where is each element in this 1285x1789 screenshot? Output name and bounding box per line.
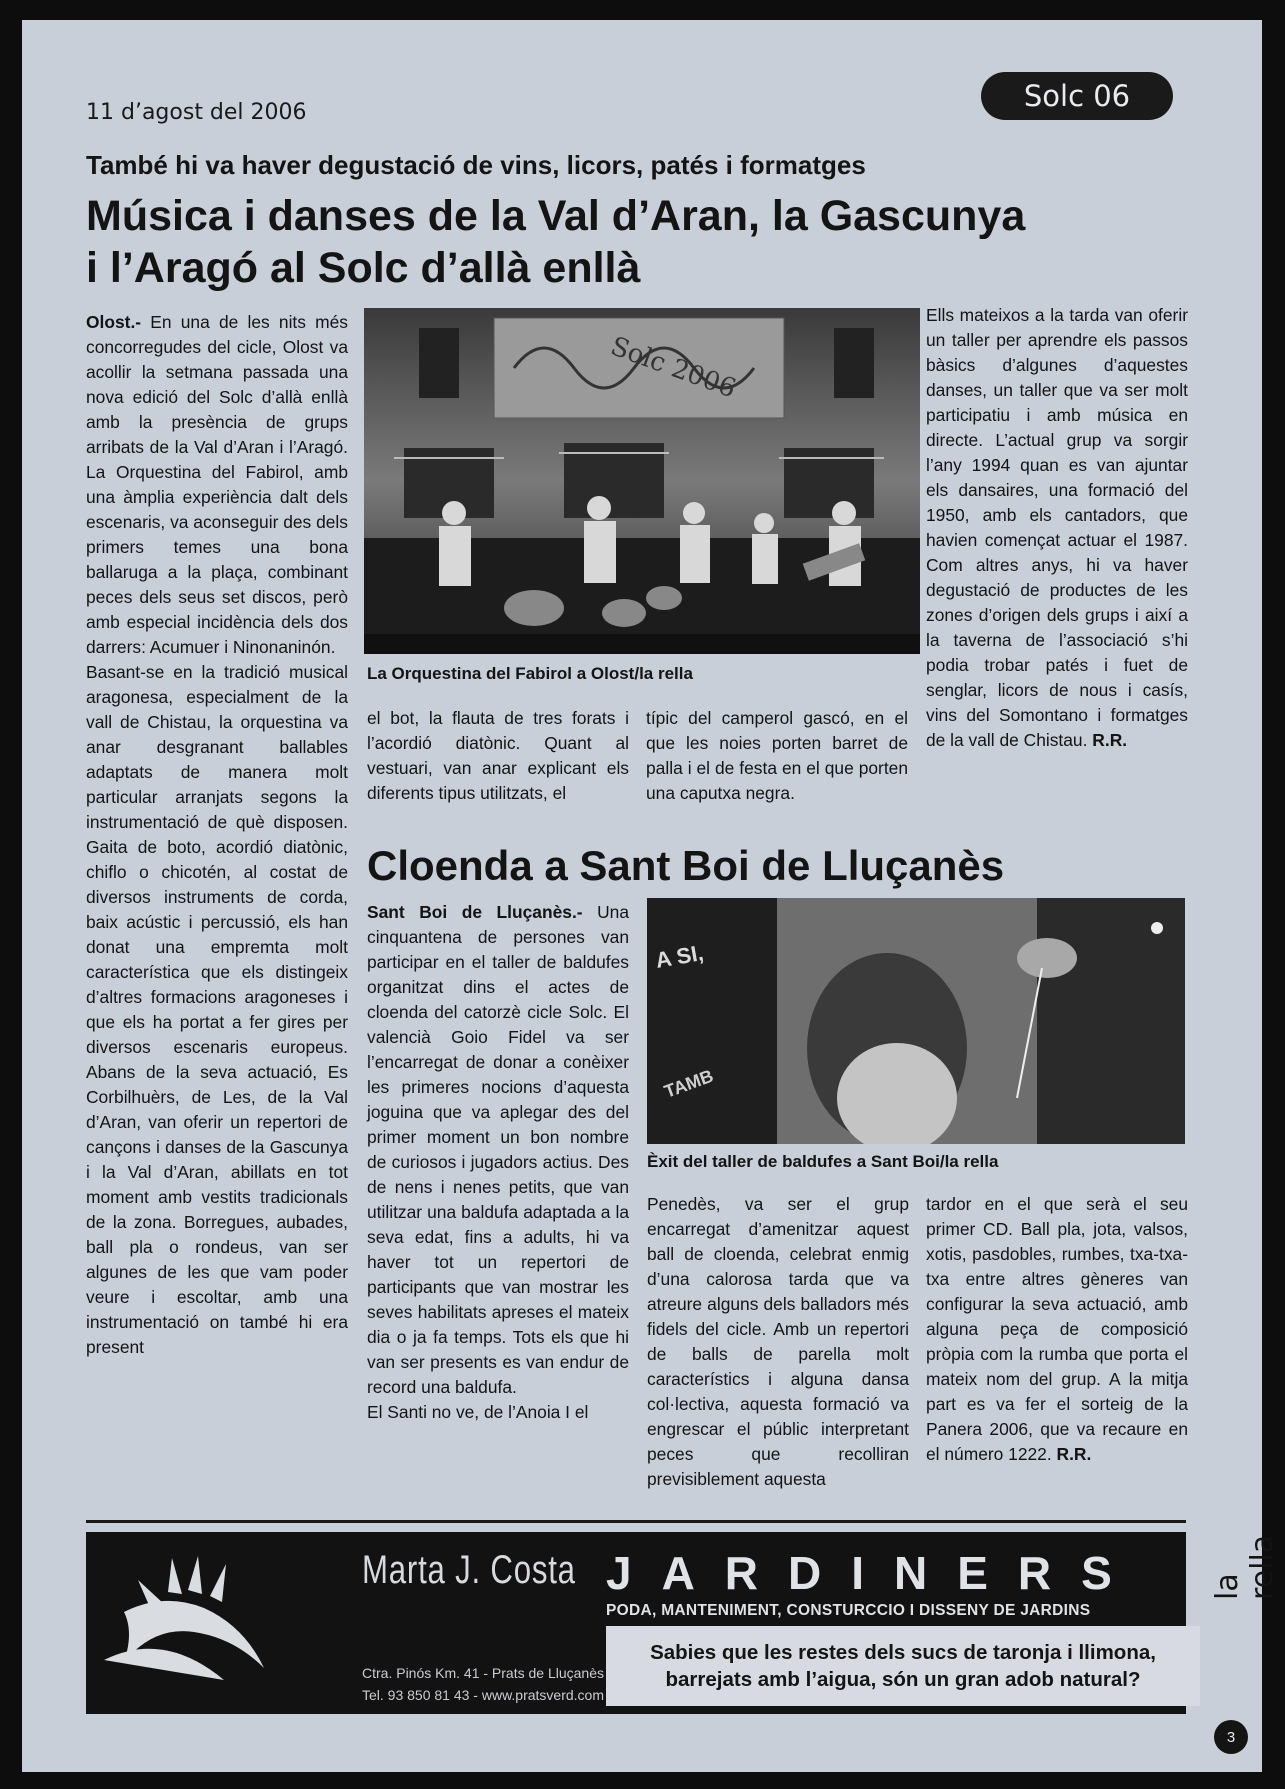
advertiser-services: PODA, MANTENIMENT, CONSTURCCIO I DISSENY DE JARDINS [606, 1602, 1091, 1619]
article2-col1b-text: El Santi no ve, de l’Anoia I el [367, 1402, 589, 1422]
article2-signature: R.R. [1056, 1444, 1092, 1464]
article2-column-2 [647, 1192, 909, 1492]
article2-photo [647, 898, 1185, 1144]
newspaper-page [22, 20, 1280, 1772]
article1-kicker: També hi va haver degustació de vins, licors, patés i formatges [86, 150, 866, 180]
advertiser-tip: Sabies que les restes dels sucs de taronja i llimona, barrejats amb l’aigua, són un gran adob natural? [606, 1626, 1200, 1706]
article1-column-3 [646, 706, 908, 806]
article1-caption-text: La Orquestina del Fabirol a Olost/ [367, 664, 640, 683]
article1-col1-text: En una de les nits més concorregudes del cicle, Olost va acollir la setmana passada una nova edició del Solc d’allà enllà amb la presència de grups arribats de la Val d’Aran i l’Aragó. La Orquestina del Fabirol, amb una àmplia experiència dalt dels escenaris, va aconseguir des dels primers temes una bona ballaruga a la plaça, combinant peces dels seus set discos, però amb especial incidència dels dos darrers: Acumuer i Ninonaninón. [86, 312, 349, 657]
article2-column-1 [367, 900, 629, 1425]
article2-caption-credit: la rella [944, 1152, 999, 1171]
page-number: 3 [1214, 1720, 1248, 1754]
article2-lead: Sant Boi de Lluçanès.- [367, 902, 583, 922]
advertiser-phone: Tel. 93 850 81 43 - www.pratsverd.com [362, 1687, 605, 1703]
article1-column-4 [926, 303, 1188, 753]
article1-col4-text: Ells mateixos a la tarda van oferir un taller per aprendre els passos bàsics d’algunes d’aquestes danses, un taller que va ser molt participatiu i amb música en directe. L’actual grup va sorgir l’any 1994 quan es van ajuntar els dansaires, una formació del 1950, amb els cantadors, que havien començat actuar el 1987. Com altres anys, hi va haver degustació de productes de les zones d’origen dels grups i així a la taverna de l’associació s’hi podia trobar patés i fuet de senglar, licors de nous i casís, vins del Somontano i formatges de la vall de Chistau. [926, 305, 1188, 750]
article1-caption [367, 664, 693, 684]
article2-column-3 [926, 1192, 1188, 1467]
article1-col1b-text: Basant-se en la tradició musical aragonesa, especialment de la vall de Chistau, la orquestina va anar desgranant ballables adaptats de manera molt particular arranjats segons la instrumentació de què disposen. Gaita de boto, acordió diatònic, chiflo o chicotén, al costat de diversos instruments de corda, baix acústic i percussió, els han donat una empremta molt característica que els distingeix d’altres formacions aragoneses i que els ha portat a fer gires per diversos escenaris europeus. Abans de la seva actuació, Es Corbilhuèrs, de Les, de la Val d’Aran, van oferir un repertori de cançons i danses de la Gascunya i la Val d’Aran, abillats en tot moment amb vestits tradicionals de la zona. Borregues, aubades, ball pla o rondeus, van ser algunes de les que vam poder veure i escoltar, amb una instrumentació on també hi era present [86, 662, 348, 1357]
article1-signature: R.R. [1092, 730, 1128, 750]
issue-date: 11 d’agost del 2006 [86, 100, 307, 125]
article1-column-2 [367, 706, 629, 806]
sun-logo-icon [94, 1550, 284, 1700]
workshop-photo-illustration [647, 898, 1185, 1144]
article1-col3-text: típic del camperol gascó, en el que les noies porten barret de palla i el de festa en el que porten una caputxa negra. [646, 708, 908, 803]
article2-caption-text: Èxit del taller de baldufes a Sant Boi/ [647, 1152, 945, 1171]
article1-caption-credit: la rella [639, 664, 693, 683]
photo-shirt-text-2: TAMB [661, 1065, 716, 1102]
article1-column-1 [86, 310, 348, 1360]
article1-lead: Olost.- [86, 312, 142, 332]
masthead-vertical: la rella [1210, 1534, 1280, 1600]
section-badge: Solc 06 [981, 72, 1173, 120]
article1-headline: Música i danses de la Val d’Aran, la Gascunya i l’Aragó al Solc d’allà enllà [86, 192, 1026, 292]
article1-photo [364, 308, 920, 654]
article2-col2-text: Penedès, va ser el grup encarregat d’amenitzar aquest ball de cloenda, celebrat enmig d’una calorosa tarda que va atreure alguns dels balladors més fidels del cicle. Amb un repertori de balls de parella molt característics i alguna dansa col·lectiva, aquesta formació va engrescar el públic interpretant peces que recolliran previsiblement aquesta [647, 1194, 909, 1489]
footer-rule [86, 1520, 1186, 1523]
article1-col2-text: el bot, la flauta de tres forats i l’acordió diatònic. Quant al vestuari, van anar explicant els diferents tipus utilitzats, el [367, 708, 629, 803]
article2-col3-text: tardor en el que serà el seu primer CD. Ball pla, jota, valsos, xotis, pasdobles, rumbes, txa-txa-txa entre altres gèneres van configurar la seva actuació, amb alguna peça de composició pròpia com la rumba que porta el mateix nom del grup. A la mitja part es va fer el sorteig de la Panera 2006, que va recaure en el número 1222. [926, 1194, 1188, 1464]
advertiser-brand: JARDINERS [606, 1547, 1142, 1599]
advertisement [86, 1532, 1186, 1714]
article2-headline: Cloenda a Sant Boi de Lluçanès [367, 842, 1005, 889]
article2-col1-text: Una cinquantena de persones van participar en el taller de baldufes organitzat dins el actes de cloenda del catorzè cicle Solc. El valencià Goio Fidel va ser l’encarregat de donar a conèixer les primeres nocions d’aquesta joguina que va aplegar des del primer moment un bon nombre de curiosos i jugadors actius. Des de nens i nenes petits, que van utilitzar una baldufa adaptada a la seva edat, fins a adults, hi va haver tot un repertori de participants que van mostrar les seves habilitats apreses el mateix dia o ja fa temps. Tots els que hi van ser presents es van endur de record una baldufa. [367, 902, 629, 1397]
advertiser-name: Marta J. Costa [362, 1548, 576, 1592]
photo-shirt-text-1: A SI, [653, 939, 706, 973]
advertiser-address-line: Ctra. Pinós Km. 41 - Prats de Lluçanès [362, 1665, 604, 1681]
photo-banner-text: Solc 2006 [606, 331, 740, 405]
article2-caption [647, 1152, 998, 1172]
concert-photo-illustration [364, 308, 920, 654]
advertiser-address [362, 1662, 604, 1706]
